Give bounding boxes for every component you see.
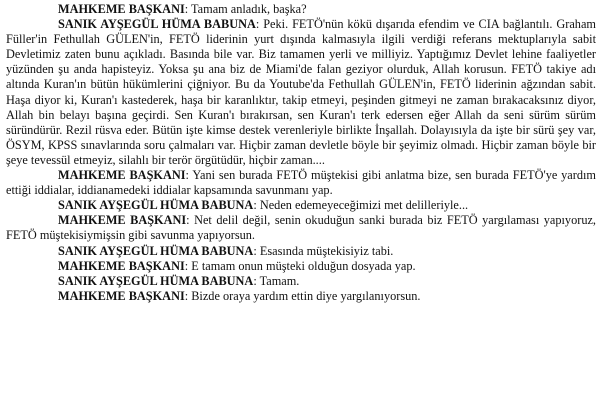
transcript-paragraph	[6, 168, 596, 198]
statement-text: E tamam onun müşteki olduğun dosyada yap.	[191, 258, 416, 273]
speaker-name: SANIK AYŞEGÜL HÜMA BABUNA	[58, 17, 256, 32]
transcript-paragraph	[6, 259, 596, 274]
speaker-name: MAHKEME BAŞKANI	[58, 288, 185, 303]
speaker-separator: :	[185, 168, 193, 183]
statement-text: Tamam anladık, başka?	[191, 2, 307, 16]
transcript-paragraph	[6, 274, 596, 289]
transcript-paragraph	[6, 198, 596, 213]
speaker-name: MAHKEME BAŞKANI	[58, 258, 185, 273]
speaker-name: SANIK AYŞEGÜL HÜMA BABUNA	[58, 243, 254, 258]
statement-text: Neden edemeyeceğimizi met delilleriyle...	[259, 198, 469, 213]
speaker-separator: :	[184, 2, 192, 16]
speaker-separator: :	[253, 273, 260, 288]
speaker-name: MAHKEME BAŞKANI	[58, 213, 187, 228]
statement-text: Bizde oraya yardım ettin diye yargılanıyorsun.	[191, 288, 421, 303]
statement-text: Esasında müştekisiyiz tabi.	[259, 243, 394, 258]
transcript-page	[6, 2, 596, 304]
speaker-separator: :	[253, 243, 260, 258]
statement-text: Peki. FETÖ'nün kökü dışarıda efendim ve CIA bağlantılı. Graham Füller'in Fethullah GÜLEN'in, FETÖ liderinin yurt dışında kalmasıyla ilgili verdiği referans mektuplarıyla sabit Devletimiz zaten bunu açıkladı. Basında bile var. Biz tamamen yerli ve milliyiz. Yaptığımız Devlet lehine faaliyetler yüzünden şu anda hapisteyiz. Yoksa şu ana biz de Miami'de falan geziyor olurduk, Allah korusun. FETÖ takiye adı altında Kuran'ın bütün hükümlerini çiğniyor. Bu da Youtube'da Fethullah GÜLEN'in, FETÖ liderinin ağzından sabit. Haşa diyor ki, Kuran'ı kastederek, haşa bir karanlıktır, takip etmeyi, peşinden gitmeyi ne zaman bırakacaksınız diyor, Allah bin belayı başına geçirdi. Sen Kuran'ı bırakırsan, sen Kuran'ı terk edersen eğer Allah da seni sürüm sürüm süründürür. Rezil rüsva eder. Bütün işte kimse destek verenleriyle birlikte İnşallah. Dolayısıyla da işte bir sürü şey var, ÖSYM, KPSS sınavlarında soru çalmaları var. Hiçbir zaman devletle böyle bir şeyimiz olmadı. Hiçbir zaman böyle bir şeye tevessül etmeyiz, silahlı bir terör örgütüdür, hiçbir zaman....	[6, 17, 596, 167]
speaker-name: SANIK AYŞEGÜL HÜMA BABUNA	[58, 273, 254, 288]
statement-text: Net delil değil, senin okuduğun sanki burada biz FETÖ yargılaması yapıyoruz, FETÖ müştekisiymişsin gibi savunma yapıyorsun.	[6, 213, 596, 243]
speaker-separator: :	[253, 198, 260, 213]
transcript-paragraph	[6, 2, 596, 17]
speaker-separator: :	[184, 288, 192, 303]
transcript-paragraph	[6, 244, 596, 259]
speaker-separator: :	[186, 213, 195, 228]
speaker-name: MAHKEME BAŞKANI	[58, 168, 186, 183]
speaker-name: MAHKEME BAŞKANI	[58, 2, 185, 16]
speaker-name: SANIK AYŞEGÜL HÜMA BABUNA	[58, 198, 254, 213]
transcript-paragraph	[6, 289, 596, 304]
statement-text: Tamam.	[259, 273, 300, 288]
transcript-paragraph	[6, 213, 596, 243]
speaker-separator: :	[255, 17, 264, 32]
statement-text: Yani sen burada FETÖ müştekisi gibi anlatma bize, sen burada FETÖ'ye yardım ettiği iddialar, iddianamedeki iddialar kapsamında savunmanı yap.	[6, 168, 596, 198]
speaker-separator: :	[184, 258, 192, 273]
transcript-paragraph	[6, 17, 596, 168]
